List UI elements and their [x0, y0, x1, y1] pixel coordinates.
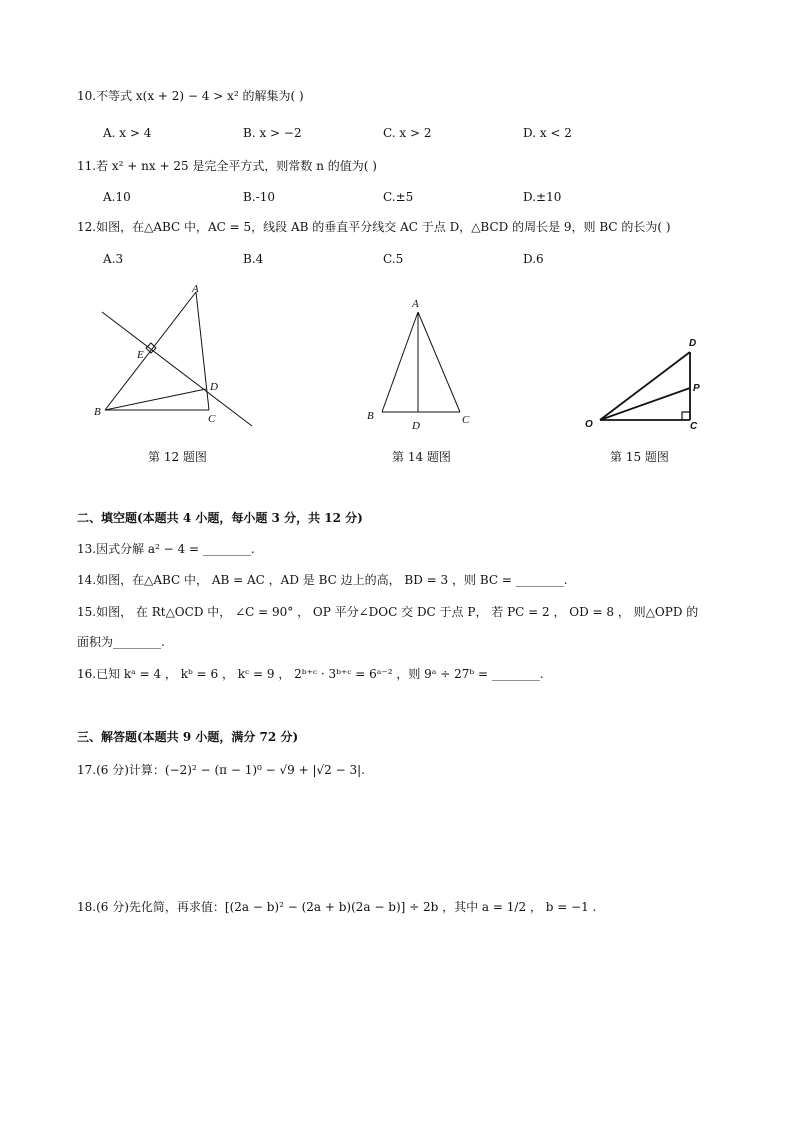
- q12-option-c: C.5: [383, 252, 404, 266]
- fig15-caption: 第 15 题图: [610, 450, 669, 464]
- q10-option-a: A. x > 4: [103, 126, 152, 140]
- q10-option-b: B. x > −2: [243, 126, 302, 140]
- fig12-caption: 第 12 题图: [148, 450, 207, 464]
- fig12-label-e: E: [137, 349, 144, 361]
- fig15-right-angle-mark: [682, 412, 690, 420]
- figure-14: [362, 292, 482, 436]
- q14-stem: 14.如图，在△ABC 中， AB = AC ，AD 是 BC 边上的高， BD = 3 ，则 BC = ________.: [77, 573, 568, 587]
- fig15-label-d: D: [689, 338, 697, 349]
- fig15-label-c: C: [690, 421, 698, 432]
- q10-option-c: C. x > 2: [383, 126, 432, 140]
- fig14-segment-ab: [382, 312, 418, 412]
- q17-stem: 17.(6 分)计算：(−2)² − (π − 1)⁰ − √9 + |√2 − 3|.: [77, 763, 365, 777]
- section-2-title: 二、填空题(本题共 4 小题，每小题 3 分，共 12 分): [77, 511, 363, 525]
- figure-15: [578, 332, 718, 436]
- fig14-caption: 第 14 题图: [392, 450, 451, 464]
- fig12-label-d: D: [210, 381, 218, 393]
- q11-stem: 11.若 x² + nx + 25 是完全平方式，则常数 n 的值为( ): [77, 159, 377, 173]
- fig12-label-b: B: [94, 406, 101, 418]
- fig12-segment-ab: [105, 292, 196, 410]
- fig15-label-o: O: [585, 419, 593, 430]
- fig15-segment-op: [600, 388, 690, 420]
- fig14-label-b: B: [367, 410, 374, 422]
- q13-stem: 13.因式分解 a² − 4 = ________.: [77, 542, 255, 556]
- q15-stem-line2: 面积为________.: [77, 635, 165, 649]
- fig14-label-c: C: [462, 414, 470, 426]
- q12-option-a: A.3: [103, 252, 124, 266]
- q10-stem: 10.不等式 x(x + 2) − 4 > x² 的解集为( ): [77, 89, 304, 103]
- fig12-segment-bd: [105, 389, 206, 410]
- q16-stem: 16.已知 kᵃ = 4 ， kᵇ = 6 ， kᶜ = 9 ， 2ᵇ⁺ᶜ · 3ᵇ⁺ᶜ = 6ᵃ⁻² ，则 9ᵃ ÷ 27ᵇ = ________.: [77, 667, 544, 681]
- fig12-label-c: C: [208, 413, 216, 425]
- q10-option-d: D. x < 2: [523, 126, 572, 140]
- fig12-label-a: A: [192, 283, 199, 295]
- fig12-perpendicular-bisector: [102, 312, 252, 426]
- fig14-segment-ac: [418, 312, 460, 412]
- fig15-segment-od: [600, 352, 690, 420]
- q11-option-a: A.10: [103, 190, 131, 204]
- q15-stem-line1: 15.如图， 在 Rt△OCD 中， ∠C = 90° ， OP 平分∠DOC 交 DC 于点 P， 若 PC = 2 ， OD = 8 ， 则△OPD 的: [77, 605, 699, 619]
- q12-option-b: B.4: [243, 252, 264, 266]
- figure-12: [90, 280, 270, 430]
- q18-stem: 18.(6 分)先化简，再求值：[(2a − b)² − (2a + b)(2a − b)] ÷ 2b ，其中 a = 1/2 ， b = −1 .: [77, 900, 597, 914]
- q12-stem: 12.如图，在△ABC 中，AC = 5，线段 AB 的垂直平分线交 AC 于点 D，△BCD 的周长是 9，则 BC 的长为( ): [77, 220, 671, 234]
- q11-option-b: B.-10: [243, 190, 275, 204]
- q12-option-d: D.6: [523, 252, 544, 266]
- fig15-label-p: P: [693, 383, 700, 394]
- section-3-title: 三、解答题(本题共 9 小题，满分 72 分): [77, 730, 299, 744]
- fig14-label-d: D: [412, 420, 420, 432]
- q11-option-c: C.±5: [383, 190, 414, 204]
- fig14-label-a: A: [412, 298, 419, 310]
- q11-option-d: D.±10: [523, 190, 562, 204]
